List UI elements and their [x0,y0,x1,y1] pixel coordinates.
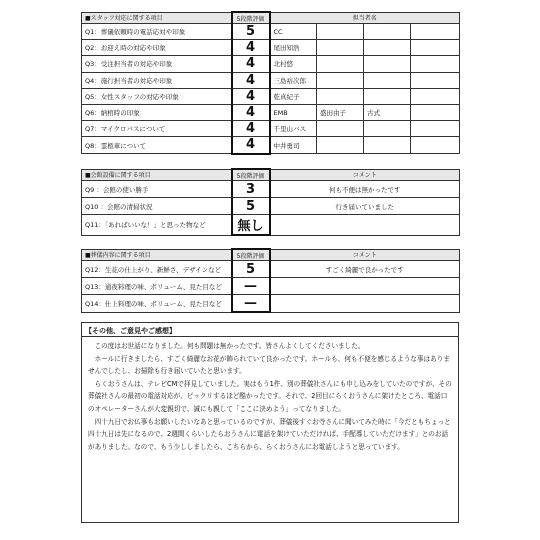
staff-name [364,24,411,40]
staff-name [411,104,460,120]
staff-name: 中井勇司 [270,137,317,154]
staff-name: 乾真紀子 [270,88,317,104]
table-row [82,215,460,236]
staff-name [317,137,364,154]
staff-name [317,56,364,72]
staff-section-header: ■スタッフ対応に関する項目 [82,12,232,24]
staff-name [317,121,364,137]
staff-name: 盛田由子 [317,104,364,120]
rating-value: 4 [232,56,270,72]
table-row [82,137,460,154]
rating-value: 4 [232,137,270,154]
question-label: Q2：お迎え時の対応や印象 [82,40,232,56]
table-row [82,24,460,40]
facility-section-header: ■会館設備に関する項目 [82,169,232,181]
staff-name [317,40,364,56]
rating-value: 4 [232,72,270,88]
question-label: Q8：霊柩車について [82,137,232,154]
rating-value: 4 [232,104,270,120]
comment-value [270,278,460,295]
question-label: Q9 ：会館の使い勝手 [82,181,232,198]
staff-name [411,40,460,56]
staff-name [411,88,460,104]
funeral-table [81,248,460,313]
staff-name [411,137,460,154]
rating-value: 無し [232,215,270,236]
question-label: Q12：生花の仕上がり、新鮮さ、デザインなど [82,261,232,278]
rating-value: — [232,295,270,313]
staff-name [364,40,411,56]
table-row [82,198,460,215]
rating-value: 4 [232,40,270,56]
staff-name [364,72,411,88]
staff-name: 古式 [364,104,411,120]
rating-value: — [232,278,270,295]
question-label: Q4：施行担当者の対応や印象 [82,72,232,88]
rating-header: 5段階評価 [232,249,270,261]
rating-value: 5 [232,261,270,278]
staff-name [411,56,460,72]
staff-name [364,121,411,137]
staff-name [411,121,460,137]
staff-name-header: 担当者名 [270,12,460,24]
staff-name: CC [270,24,317,40]
rating-value: 4 [232,121,270,137]
staff-table [81,11,460,155]
table-row [82,56,460,72]
rating-value: 4 [232,88,270,104]
table-row [82,40,460,56]
table-row [82,261,460,278]
question-label: Q6：納棺時の印象 [82,104,232,120]
staff-name [364,88,411,104]
comments-title: 【その他、ご意見やご感想】 [85,327,176,335]
question-label: Q10 ：会館の清掃状況 [82,198,232,215]
question-label: Q1：葬儀依頼時の電話応対や印象 [82,24,232,40]
table-row [82,104,460,120]
comment-header: コメント [270,249,460,261]
table-row [82,181,460,198]
staff-name: EMB [270,104,317,120]
table-row [82,278,460,295]
staff-name [364,137,411,154]
staff-name [364,56,411,72]
staff-name [317,88,364,104]
question-label: Q5：女性スタッフの対応や印象 [82,88,232,104]
table-row [82,121,460,137]
question-label: Q3：受注担当者の対応や印象 [82,56,232,72]
table-row [82,88,460,104]
question-label: Q13：通夜料理の味、ボリューム、見た目など [82,278,232,295]
rating-header: 5段階評価 [232,169,270,181]
question-label: Q7：マイクロバスについて [82,121,232,137]
facility-table [81,168,460,236]
comment-value: 行き届いていました [270,198,460,215]
staff-name [317,72,364,88]
comment-value [270,215,460,236]
funeral-section-header: ■葬儀内容に関する項目 [82,249,232,261]
question-label: Q14：仕上料理の味、ボリューム、見た目など [82,295,232,313]
comments-text: この度はお世話になりました。何も問題は無かったです。皆さんよくしてくださいました。 ホールに行きましたら、すごく綺麗なお花が飾られていて良かったです。ホールも、何も不便を感じるような事はありませんでしたし、お掃除も行き届いていたと思います。 らくおうさんは、テレビCMで拝見していました。実はもう1件、別の葬儀社さんにも申し込みをしていたのですが、その葬儀社さんの最初の電話対応が、ピックリするほど酷かったです。それで、2回目にらくおうさんに架けたところ、電話口のオペレーターさんが大変親切で、誠にも親して「ここに決めよう」ってなりました。 四十九日でお仏事もお願いしたいなあと思っているのですが、葬儀後すぐお寺さんに聞いてみた時に「今だともちょっと四十九日は先になるので、2週間くらいしたらおうさんに電話を架けていただければ、手配導していただけます」とのお話がありました。なので、もう少ししましたら、こちらから、らくおうさんにお電話しようと思っています。 [82,336,458,522]
rating-value: 5 [232,198,270,215]
staff-name: 三島裕次郎 [270,72,317,88]
rating-header: 5段階評価 [232,12,270,24]
comment-value [270,295,460,313]
comment-value: すごく綺麗で良かったです [270,261,460,278]
question-label: Q11：「あればいいな！」と思った物など [82,215,232,236]
staff-name: 千里山バス [270,121,317,137]
table-row [82,72,460,88]
staff-name: 尾田知浩 [270,40,317,56]
rating-value: 5 [232,24,270,40]
comment-header: コメント [270,169,460,181]
comment-value: 何も不便は無かったです [270,181,460,198]
staff-name [411,24,460,40]
staff-name [317,24,364,40]
staff-name: 北村悠 [270,56,317,72]
table-row [82,295,460,313]
rating-value: 3 [232,181,270,198]
staff-name [411,72,460,88]
comments-section [81,322,459,523]
